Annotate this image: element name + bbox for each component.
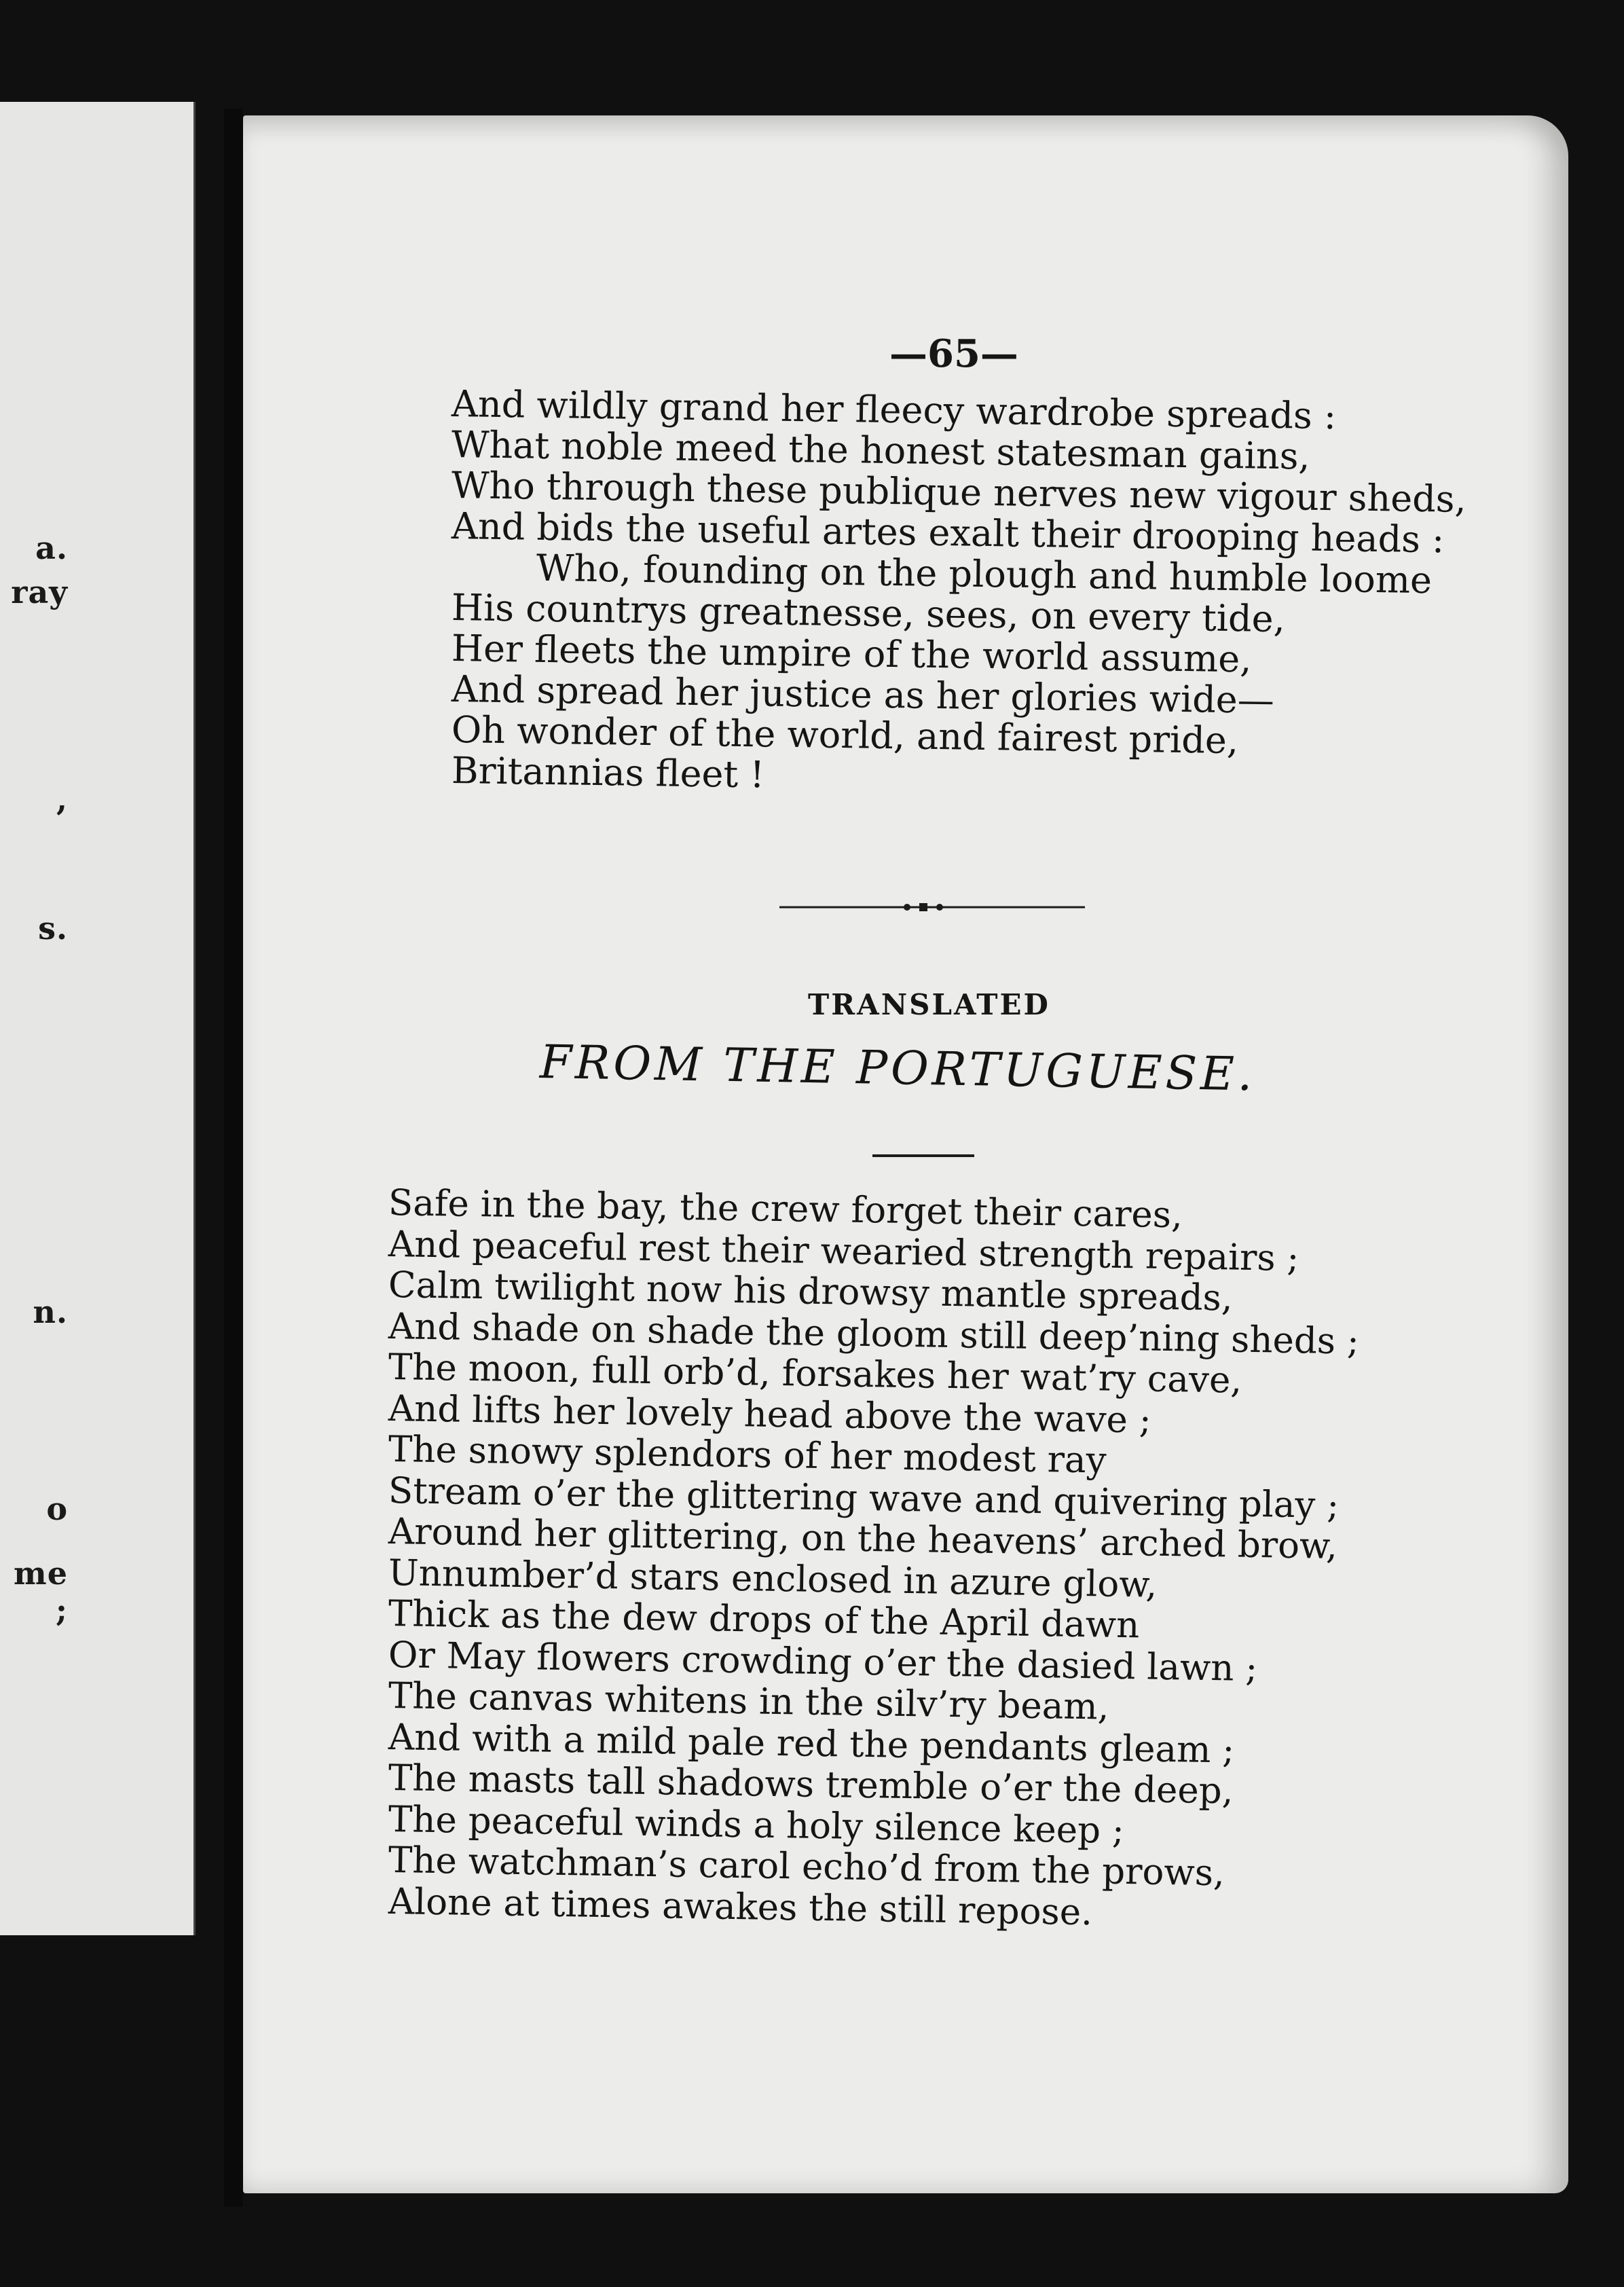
poem-line: And shade on shade the gloom still deep’ning sheds ; (388, 1305, 1360, 1362)
left-page-fragment: s. (38, 910, 68, 947)
poem-stanza (451, 382, 1467, 797)
left-facing-page (0, 102, 196, 1935)
heading-rule (872, 1154, 974, 1157)
poem-line: Safe in the bay, the crew forget their cares, (388, 1182, 1183, 1237)
poem-line: The canvas whitens in the silv’ry beam, (388, 1675, 1110, 1728)
poem-line: Britannias fleet ! (451, 749, 765, 797)
poem-line: And bids the useful artes exalt their drooping heads : (451, 505, 1445, 562)
left-page-fragment: o (46, 1490, 68, 1527)
poem-line: What noble meed the honest statesman gains, (451, 423, 1311, 478)
poem-line: Alone at times awakes the still repose. (388, 1880, 1093, 1933)
poem-line: Who through these publique nerves new vigour sheds, (451, 464, 1467, 521)
poem-line: The moon, full orb’d, forsakes her wat’ry cave, (388, 1347, 1242, 1402)
poem-line: And wildly grand her fleecy wardrobe spreads : (451, 382, 1337, 438)
left-page-fragment: me ; (14, 1555, 68, 1628)
translated-poem (388, 1182, 1360, 1933)
poem-line: His countrys greatnesse, sees, on every tide, (451, 586, 1286, 641)
poem-line: Stream o’er the glittering wave and quivering play ; (388, 1469, 1340, 1526)
poem-line: Unnumber’d stars enclosed in azure glow, (388, 1552, 1158, 1606)
poem-line: The peaceful winds a holy silence keep ; (388, 1798, 1125, 1852)
left-page-fragment: a. (35, 530, 68, 566)
page-number: —65— (889, 331, 1018, 376)
poem-line: And spread her justice as her glories wide— (451, 667, 1275, 722)
left-page-fragment: , (56, 781, 68, 818)
poem-line: The masts tall shadows tremble o’er the deep, (388, 1757, 1234, 1812)
poem-line: And with a mild pale red the pendants gleam ; (388, 1716, 1235, 1772)
poem-line: Oh wonder of the world, and fairest pride, (451, 708, 1239, 763)
poem-line: The watchman’s carol echo’d from the prows, (388, 1840, 1225, 1895)
poem-line: Calm twilight now his drowsy mantle spreads, (388, 1264, 1234, 1319)
left-page-fragment: ray (11, 574, 68, 610)
poem-line: And lifts her lovely head above the wave ; (388, 1387, 1152, 1442)
ornamental-divider (779, 900, 1085, 914)
left-page-fragment: n. (33, 1294, 68, 1330)
book-spine-gutter (224, 109, 243, 2207)
poem-line: Around her glittering, on the heavens’ arched brow, (388, 1511, 1338, 1567)
poem-line: And peaceful rest their wearied strength repairs ; (388, 1223, 1299, 1279)
section-heading-large: FROM THE PORTUGUESE. (539, 1036, 1257, 1102)
poem-line: Her fleets the umpire of the world assume, (451, 627, 1252, 681)
poem-line: Thick as the dew drops of the April dawn (388, 1593, 1140, 1647)
poem-line: Or May flowers crowding o’er the dasied lawn ; (388, 1634, 1258, 1689)
section-heading-small: TRANSLATED (808, 988, 1050, 1021)
poem-line: The snowy splendors of her modest ray (388, 1429, 1107, 1482)
poem-line: Who, founding on the plough and humble loome (536, 546, 1433, 602)
